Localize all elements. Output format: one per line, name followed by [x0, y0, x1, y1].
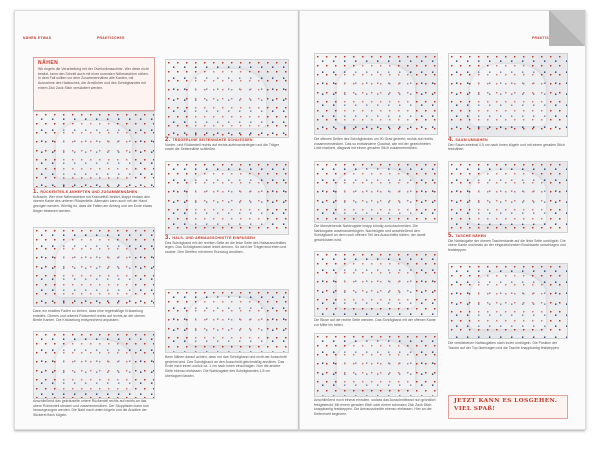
- step4-block: [448, 138, 566, 152]
- step5-text-b: Die verbliebenen Nahtzugaben nach innen umbügeln. Die Position der Tasche auf der Top übertragen und die Tasche knappkantig feststeppen.: [448, 341, 560, 350]
- photo-side-seams: [165, 161, 289, 235]
- step5-text-a: Die Nahtzugabe der oberen Taschenkante auf die linke Seite umbügeln. Die obere Kante nochmals an der eingezeichneten Bruchkante umschlagen und feststeppen.: [448, 238, 566, 253]
- closing-line-2: VIEL SPAß!: [454, 406, 496, 412]
- right-text-b: Die überstehende Nahtzugabe knapp bündig zurückschneiden. Die Nahtzugabe auseinanderbügeln. Nachbügeln und anschließend den Schrägband an dem noch offenen Teil des Ausschnitts nähen, der damit geschlossen wird.: [314, 224, 426, 243]
- step4-heading-text: SAUM UMNÄHEN: [455, 138, 488, 142]
- step1-number: 1.: [33, 189, 39, 195]
- step3-text-b: Beim Nähen darauf achten, dass nur das Schrägband und nicht der Ausschnitt gedehnt wird. Das Schrägband an den Ausschnitt gleichmäßig annähen. Das Ende nach innen zurück ca. 1 cm nach innen einschlagen. Nun die andere Seite ebenso einfassen. Die Nahtzugabe des Schrägbandes 1,5 cm überlappen lassen.: [165, 355, 287, 378]
- photo-back-sewn: [33, 331, 155, 399]
- photo-hem: [448, 53, 568, 137]
- step5-heading-text: TASCHE NÄHEN: [455, 234, 487, 238]
- right-text-d: Anschließend noch einmal einrollen, sodass das Ausschnittband nun gründlich festgesteckt. Mit einem geraden Stich oder einem schmalen Zick Zack Stich knappkantig feststeppen. Die Armausschnitte ebenso einfassen. Hier an der Seitennaht beginnen.: [314, 398, 436, 417]
- step4-text: Den Saum zweimal 0,5 cm nach innen bügeln und mit einem geraden Stich festnähen.: [448, 142, 565, 152]
- photo-top-flat: [165, 59, 289, 138]
- step3-block: [165, 236, 287, 255]
- photo-gathered-back: [33, 227, 155, 307]
- step3-heading-text: HALS- UND ARMAUSSCHNITTE EINFASSEN: [172, 236, 255, 240]
- step1-text-a: Kräuseln. Wer eine Nähmaschine mit Kräuselfuß besitzt, klappt einfach den oberen Kante des unteren Rückenteils. Alternativ kann auch mit der Hand gezogen werden. Wichtig ist, dass die Falten am Anfang und am Ende etwas länger belassen werden.: [33, 194, 153, 213]
- photo-armhole: [314, 333, 438, 397]
- intro-box: [33, 57, 155, 111]
- step1-heading-text: RÜCKENTEILE ANHEFTEN UND ZUSAMMENNÄHEN: [40, 190, 138, 194]
- right-text-c: Die Bluse auf die rechte Seite wenden. Das Schrägband mit der offenen Kante zur Mitte hin falten.: [314, 318, 436, 327]
- header-left-label: NÄHEN ETWAS: [23, 36, 52, 40]
- page-curl-fold: [549, 10, 585, 46]
- step2-number: 2.: [165, 137, 171, 143]
- step4-number: 4.: [448, 137, 454, 143]
- photo-pocket: [448, 161, 568, 233]
- step5-block: [448, 234, 566, 253]
- header-left-section: PRAKTISCHES: [97, 36, 125, 40]
- left-page: [14, 10, 299, 430]
- intro-text: Wir ringeln die Verarbeitung mit der Overlockmaschine. Wer diese nicht besitzt, kann den Schnitt auch mit einer normalen Nähmaschine nähen. In dem Fall sollten vor dem Zusammennähen alle Kanten, mit Ausnahme des Halsloches, der Armlöcher und des Schrägbandes mit einem Zick Zack Stich versäubert werden.: [38, 67, 149, 90]
- step1-text-c: Anschließend das gekräuselte untere Rückenteil rechts auf rechts an das obere Rückenteil stecken und zusammennähen. Der Stoppfaden kann nun herausgezogen werden. Die Naht nach unten bügeln und die Ansätze der Stickerei flach bügeln.: [33, 399, 149, 418]
- step3-text-a: Das Schrägband mit der rechten Seite an die linke Seite des Halsausschnittes legen. Das Schrägband dabei leicht dehnen. So wird der Trägerrand eben und sauber. Den Streifen mit einem Rundzug annähen.: [165, 240, 287, 255]
- step2-block: [165, 138, 287, 152]
- step5-number: 5.: [448, 233, 454, 239]
- photo-neckline: [314, 251, 438, 317]
- step1-block: [33, 190, 153, 214]
- photo-back-pieces: [33, 111, 155, 188]
- intro-title: NÄHEN: [38, 60, 59, 66]
- closing-line-1: JETZT KANN ES LOSGEHEN.: [454, 398, 558, 404]
- header-right-section: PRAKTISCHES: [532, 36, 560, 40]
- right-page: [299, 10, 586, 430]
- page-curl-icon[interactable]: [549, 10, 585, 46]
- right-text-a: Die offenen Seiten des Schrägbandes um 90 Grad gedreht, rechts auf rechts zusammenstecken. Das so entstandene Quadrat, wie mit der gezeichneten Linie markiert, diagonal mit einem geraden Stich zusammennähen.: [314, 137, 434, 151]
- step2-heading-text: TRÄGERLINE SEITENNÄHTE SCHLIESSEN: [172, 138, 253, 142]
- photo-bias-tape: [165, 289, 289, 353]
- photo-hand-bias: [314, 53, 438, 135]
- step1-text-b: Dann ein exaktes Faden so ziehen, dass eine regelmäßige Kräuselung entsteht. Oberes und unteres Rückenteil rechts auf rechts an der oberen Breite Kanten. Die Kräuselung entsprechend anpassen.: [33, 309, 146, 323]
- step2-text: Vorder- und Rückenteil rechts auf rechts aufeinanderlegen und die Träger sowie die Seitennähte schließen.: [165, 142, 280, 152]
- photo-bias-diagonal: [314, 161, 438, 223]
- step3-number: 3.: [165, 235, 171, 241]
- photo-pocket-sewn: [448, 263, 568, 339]
